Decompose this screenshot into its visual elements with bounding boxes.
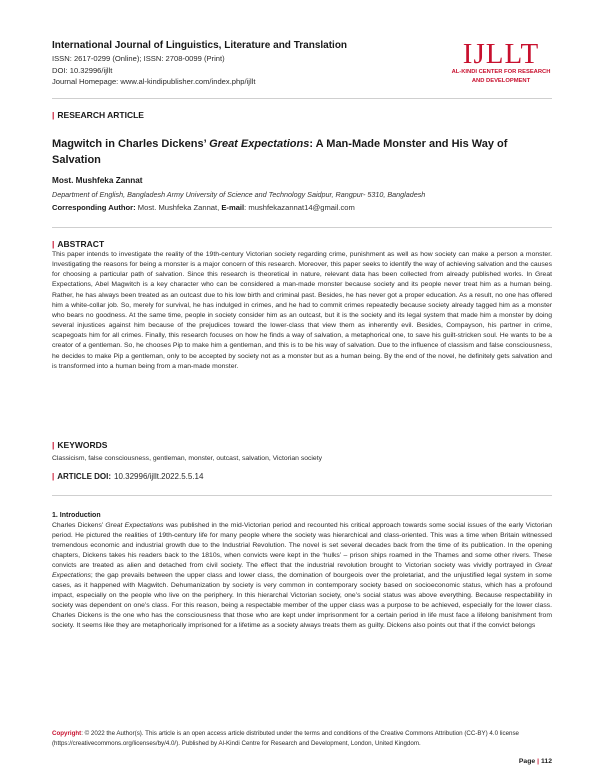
- article-doi-value[interactable]: 10.32996/ijllt.2022.5.5.14: [114, 472, 204, 481]
- title-part-2: : A Man-Made Monster and His Way of Salvation: [52, 138, 508, 166]
- journal-doi: DOI: 10.32996/ijllt: [52, 65, 113, 75]
- section-accent-bar: |: [52, 110, 55, 120]
- email-label: E-mail: [221, 203, 245, 212]
- article-title: [52, 136, 552, 168]
- introduction-paragraph: [52, 521, 552, 632]
- doi-accent-bar: |: [52, 472, 55, 481]
- logo-mark: IJLLT: [462, 38, 540, 70]
- intro-text-1: Charles Dickens’: [52, 522, 106, 529]
- keywords-text: Classicism, false consciousness, gentleman, monster, outcast, salvation, Victorian society: [52, 455, 322, 462]
- copyright-text: : © 2022 the Author(s). This article is an open access article distributed under the terms and conditions of the Creative Commons Attribution (CC-BY) 4.0 license (https://creativecommons.org/licenses/by/4.0/). Published by Al-Kindi Centre for Research and Development, London, United Kingdom.: [52, 730, 519, 747]
- logo-subtitle-line2: AND DEVELOPMENT: [471, 77, 531, 84]
- intro-italic-2: Great Expectations: [52, 562, 552, 580]
- author-name: Most. Mushfeka Zannat: [52, 176, 143, 185]
- intro-text-3: ; the gap prevails between the upper class and lower class, the domination of bourgeois over the proletariat, and the unjustified legal system in some cases, as it happened with Magwitch. Dehumanization by society is very common in contemporary society based on socioeconomic status, which has a profound impact, especially on the people who live on the periphery. In this hierarchal Victorian society, one’s social status was above everything. Because respectability in society was dependent on one’s class. For this reason, being a respectable member of the upper class was a purpose to be achieved, especially for the lower class. Charles Dickens is the one who has the consciousness that those who are kept under imprisonment for a certain period in life must face a lifelong banishment from society. It seems like they are metaphorically imprisoned for a lifetime as a society always treats them as guilty. Dickens also points out that if the convict belongs: [52, 572, 552, 630]
- title-italic: Great Expectations: [209, 138, 310, 150]
- corresponding-label: Corresponding Author:: [52, 203, 136, 212]
- intro-text-2: was published in the mid-Victorian period and recounted his critical approach towards some social issues of the early Victorian period. He pictured the realities of 19th-century life for many people where the society was hierarchical and class-oriented. This was a time when Britain witnessed tremendous economic and industrial growth due to the Industrial Revolution. The novel is set several decades back from the time of its publication. In the opening chapters, Dickens takes his readers back to the 1810s, when convicts were kept in the ‘hulks’ – prison ships roamed in the Thames and some other rivers. These convicts are treated as alien and detached from civil society. The effect that the industrial revolution brought to Victorian society was vividly portrayed in: [52, 522, 552, 570]
- keywords-accent-bar: |: [52, 440, 55, 450]
- journal-title: International Journal of Linguistics, Literature and Translation: [52, 40, 348, 51]
- abstract-divider: [52, 227, 552, 228]
- page-label: Page: [518, 758, 536, 765]
- corresponding-author: [52, 203, 355, 212]
- page-number-value: 112: [541, 758, 552, 765]
- introduction-heading: 1. Introduction: [52, 512, 101, 519]
- keywords-heading: [52, 440, 107, 450]
- abstract-heading: [52, 239, 104, 249]
- corresponding-email[interactable]: : mushfekazannat14@gmail.com: [244, 203, 355, 212]
- abstract-heading-text: ABSTRACT: [57, 239, 105, 249]
- journal-issn: ISSN: 2617-0299 (Online); ISSN: 2708-0099 (Print): [52, 54, 225, 63]
- page-separator: |: [537, 758, 540, 765]
- article-doi: [52, 472, 203, 481]
- body-divider: [52, 495, 552, 496]
- section-label-text: RESEARCH ARTICLE: [57, 110, 144, 120]
- corresponding-name: Most. Mushfeka Zannat,: [135, 203, 222, 212]
- keywords-heading-text: KEYWORDS: [57, 440, 108, 450]
- intro-italic-1: Great Expectations: [105, 522, 164, 529]
- author-affiliation: Department of English, Bangladesh Army University of Science and Technology Saidpur, Rangpur- 5310, Bangladesh: [52, 190, 426, 199]
- header-divider: [52, 98, 552, 99]
- article-doi-label: ARTICLE DOI:: [57, 472, 112, 481]
- logo-subtitle-line1: AL-KINDI CENTER FOR RESEARCH: [451, 69, 551, 75]
- title-part-1: Magwitch in Charles Dickens’: [52, 138, 210, 150]
- abstract-accent-bar: |: [52, 239, 55, 249]
- page-number: [519, 758, 552, 765]
- journal-homepage[interactable]: Journal Homepage: www.al-kindipublisher.com/index.php/ijllt: [52, 77, 256, 86]
- journal-header: [52, 40, 452, 88]
- section-label: [52, 110, 144, 120]
- copyright-note: [52, 729, 552, 748]
- journal-logo: [446, 40, 556, 85]
- abstract-text: This paper intends to investigate the reality of the 19th-century Victorian society regarding crime, punishment as well as how society can make a person a monster. Investigating the reasons for being a monster is a major concern of this research. Moreover, this paper seeks to identify the way of achieving salvation and the causes for choosing a particular path of salvation. Since this research is theoretical in nature, relevant data has been collected from already published works. In Great Expectations, Abel Magwitch is a key character who can be considered a man-made monster because society and its people never treat him as a human being. Rather, he has always been treated as an outcast due to his low birth and criminal past. Besides, he has never got a proper education. As a result, no one has offered him a white-collar job. So, merely for survival, he has indulged in crimes, and he had to commit crimes repeatedly because society already tagged him as a monster who bears no goodness. At the same time, people in society consider him as an outcast, but it is the society and its legal system that made him a monster by doing several injustices against him because of the prejudices toward the lower-class that view them as inherently evil. Besides, Compayson, his partner in crime, scapegoats him for all crimes. Finally, this research focuses on how he finds a way of salvation, a metaphorical one, to save his guilt-stricken soul. He wants to be a creator of a gentleman. So, he chooses Pip to make him a gentleman, and this is to be his way of salvation. Due to the influence of classism and false consciousness, he decides to make Pip a gentleman, only to be accepted by society not as a monster but as a human being. By the end of the novel, he definitely gets salvation and is transformed into a human being from a man-made monster.: [52, 251, 552, 370]
- copyright-label: Copyright: [52, 730, 82, 737]
